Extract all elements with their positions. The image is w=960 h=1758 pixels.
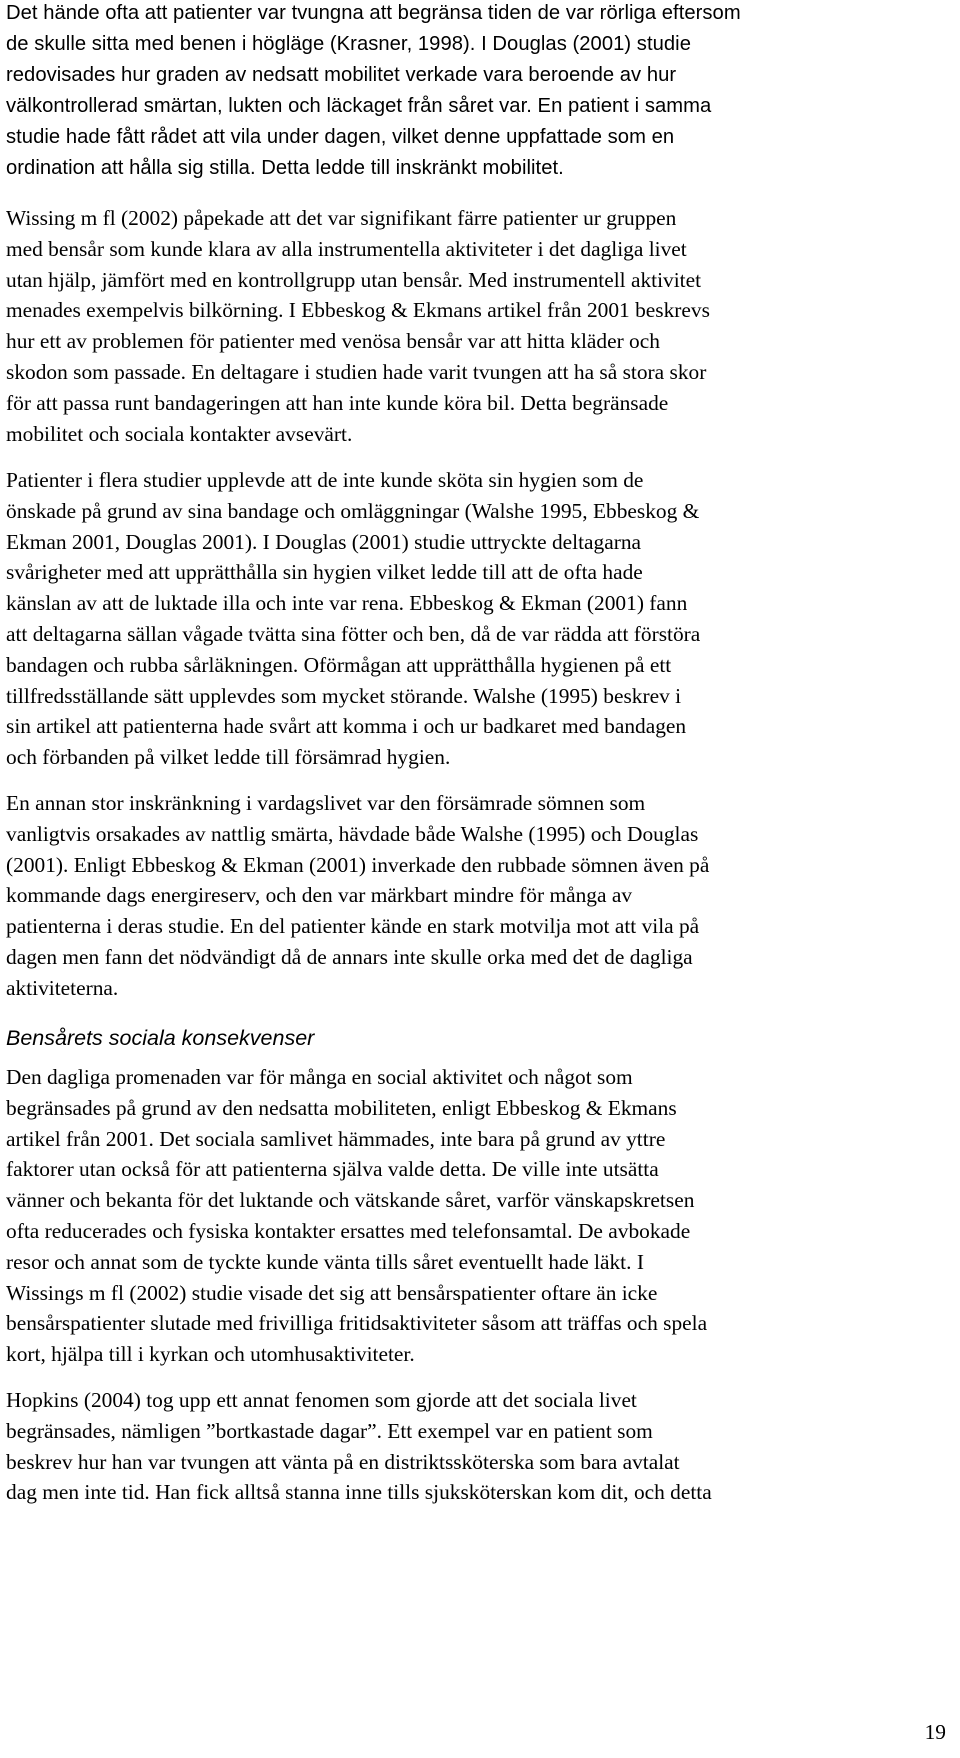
text-line: dagen men fann det nödvändigt då de annars inte skulle orka med det de dagliga xyxy=(6,944,693,969)
text-line: menades exempelvis bilkörning. I Ebbeskog & Ekmans artikel från 2001 beskrevs xyxy=(6,298,710,323)
text-line: bandagen och rubba sårläkningen. Oförmågan att upprätthålla hygienen på ett xyxy=(6,652,672,677)
paragraph-wasted-days xyxy=(6,1385,712,1508)
text-line: bensårspatienter slutade med frivilliga fritidsaktiviteter såsom att träffas och spela xyxy=(6,1311,708,1336)
text-line: Wissings m fl (2002) studie visade det sig att bensårspatienter oftare än icke xyxy=(6,1280,658,1305)
paragraph-sleep xyxy=(6,788,709,1004)
text-line: ofta reducerades och fysiska kontakter ersattes med telefonsamtal. De avbokade xyxy=(6,1218,691,1243)
paragraph-instrumental-activities xyxy=(6,203,710,449)
text-line: vanligtvis orsakades av nattlig smärta, hävdade både Walshe (1995) och Douglas xyxy=(6,821,699,846)
text-line: dag men inte tid. Han fick alltså stanna inne tills sjuksköterskan kom dit, och detta xyxy=(6,1480,712,1505)
text-line: (2001). Enligt Ebbeskog & Ekman (2001) inverkade den rubbade sömnen även på xyxy=(6,852,710,877)
text-line: kommande dags energireserv, och den var märkbart mindre för många av xyxy=(6,883,633,908)
text-line: de skulle sitta med benen i högläge (Krasner, 1998). I Douglas (2001) studie xyxy=(6,32,691,55)
text-line: begränsades på grund av den nedsatta mobiliteten, enligt Ebbeskog & Ekmans xyxy=(6,1095,677,1120)
text-line: aktiviteterna. xyxy=(6,975,119,1000)
text-line: mobilitet och sociala kontakter avsevärt. xyxy=(6,421,353,446)
text-line: hur ett av problemen för patienter med venösa bensår var att hitta kläder och xyxy=(6,329,660,354)
text-line: tillfredsställande sätt upplevdes som mycket störande. Walshe (1995) beskrev i xyxy=(6,683,682,708)
text-line: beskrev hur han var tvungen att vänta på en distriktssköterska som bara avtalat xyxy=(6,1449,680,1474)
text-line: resor och annat som de tyckte kunde vänta tills såret eventuellt hade läkt. I xyxy=(6,1249,644,1274)
text-line: att deltagarna sällan vågade tvätta sina fötter och ben, då de var rädda att förstöra xyxy=(6,621,701,646)
paragraph-mobility-intro xyxy=(6,0,741,183)
text-line: studie hade fått rådet att vila under dagen, vilket denne uppfattade som en xyxy=(6,125,675,148)
text-line: ordination att hålla sig stilla. Detta ledde till inskränkt mobilitet. xyxy=(6,156,564,179)
text-line: och förbanden på vilket ledde till försämrad hygien. xyxy=(6,745,451,770)
text-line: artikel från 2001. Det sociala samlivet hämmades, inte bara på grund av yttre xyxy=(6,1126,666,1151)
text-line: önskade på grund av sina bandage och omläggningar (Walshe 1995, Ebbeskog & xyxy=(6,498,700,523)
section-heading: Bensårets sociala konsekvenser xyxy=(6,1026,315,1050)
text-line: välkontrollerad smärtan, lukten och läckaget från såret var. En patient i samma xyxy=(6,94,712,117)
text-line: känslan av att de luktade illa och inte var rena. Ebbeskog & Ekman (2001) fann xyxy=(6,591,688,616)
text-line: Den dagliga promenaden var för många en social aktivitet och något som xyxy=(6,1065,633,1089)
paragraph-social-life xyxy=(6,1062,707,1370)
paragraph-hygiene xyxy=(6,465,700,773)
text-line: Patienter i flera studier upplevde att de inte kunde sköta sin hygien som de xyxy=(6,468,644,492)
text-line: faktorer utan också för att patienterna själva valde detta. De ville inte utsätta xyxy=(6,1157,659,1182)
text-line: Wissing m fl (2002) påpekade att det var signifikant färre patienter ur gruppen xyxy=(6,206,677,230)
text-line: begränsades, nämligen ”bortkastade dagar”. Ett exempel var en patient som xyxy=(6,1418,653,1443)
text-line: patienterna i deras studie. En del patienter kände en stark motvilja mot att vila på xyxy=(6,914,700,939)
text-line: för att passa runt bandageringen att han inte kunde köra bil. Detta begränsade xyxy=(6,390,669,415)
text-line: redovisades hur graden av nedsatt mobilitet verkade vara beroende av hur xyxy=(6,63,677,86)
text-line: Hopkins (2004) tog upp ett annat fenomen som gjorde att det sociala livet xyxy=(6,1388,637,1412)
text-line: Det hände ofta att patienter var tvungna att begränsa tiden de var rörliga eftersom xyxy=(6,2,741,24)
text-line: vänner och bekanta för det luktande och vätskande såret, varför vänskapskretsen xyxy=(6,1188,695,1213)
text-line: med bensår som kunde klara av alla instrumentella aktiviteter i det dagliga livet xyxy=(6,236,687,261)
text-line: svårigheter med att upprätthålla sin hygien vilket ledde till att de ofta hade xyxy=(6,560,643,585)
text-line: sin artikel att patienterna hade svårt att komma i och ur badkaret med bandagen xyxy=(6,714,687,739)
text-line: skodon som passade. En deltagare i studien hade varit tvungen att ha så stora skor xyxy=(6,359,707,384)
text-line: utan hjälp, jämfört med en kontrollgrupp utan bensår. Med instrumentell aktivitet xyxy=(6,267,702,292)
page-number: 19 xyxy=(924,1720,946,1744)
text-line: kort, hjälpa till i kyrkan och utomhusaktiviteter. xyxy=(6,1342,415,1367)
text-line: En annan stor inskränkning i vardagslivet var den försämrade sömnen som xyxy=(6,791,646,815)
text-line: Ekman 2001, Douglas 2001). I Douglas (2001) studie uttryckte deltagarna xyxy=(6,529,642,554)
